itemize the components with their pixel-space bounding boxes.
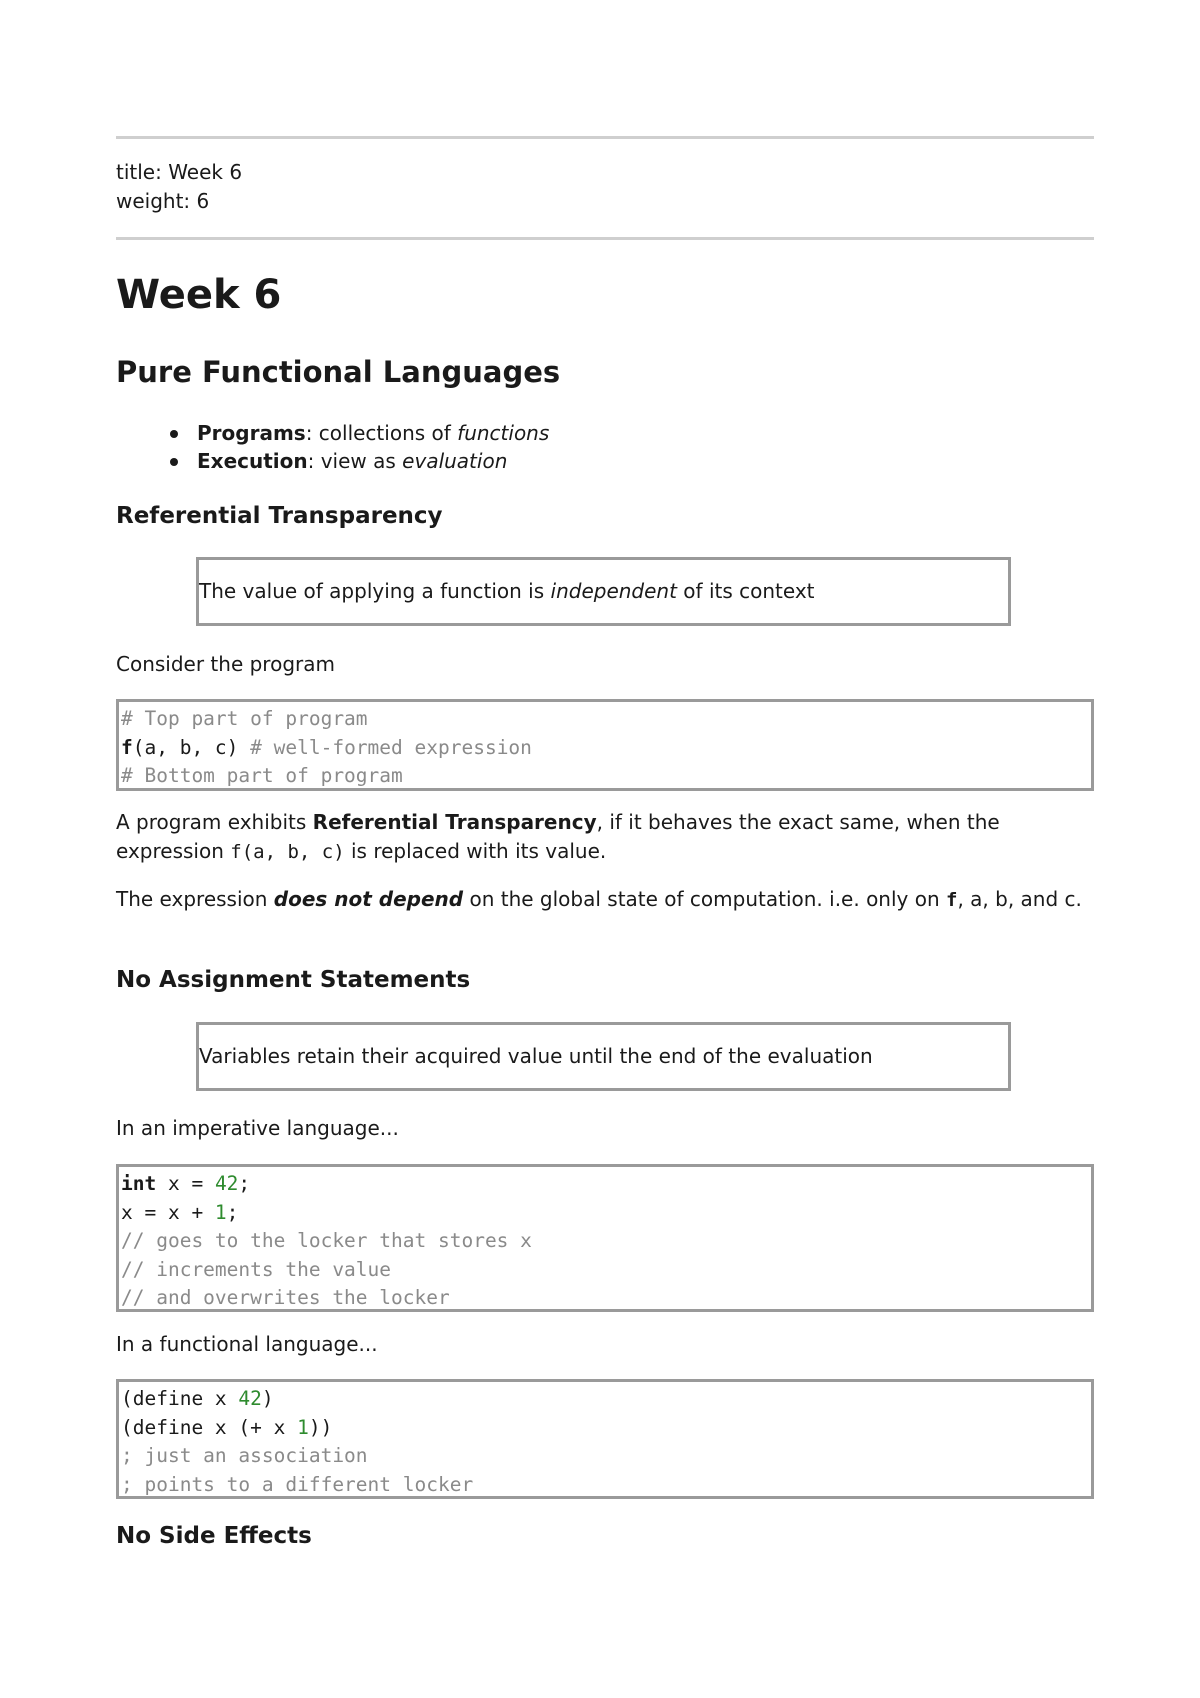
code-line: // and overwrites the locker xyxy=(121,1286,450,1309)
section-title-pure-functional: Pure Functional Languages xyxy=(116,355,561,389)
code-keyword: int xyxy=(121,1172,157,1195)
code-function: f xyxy=(121,735,133,759)
code-line xyxy=(121,1199,1091,1228)
text: The expression xyxy=(116,887,274,911)
text: is replaced with its value. xyxy=(344,839,607,863)
front-matter-title: title: Week 6 xyxy=(116,160,243,184)
text: , if it behaves the exact same, when the expression xyxy=(116,810,1000,863)
bold-term: Referential Transparency xyxy=(312,810,597,834)
inline-code: f xyxy=(946,889,958,911)
code-number: 42 xyxy=(214,1172,239,1195)
code-line: # Bottom part of program xyxy=(121,764,403,787)
code-args: (a, b, c) xyxy=(132,735,251,759)
front-matter-bottom-rule xyxy=(116,237,1094,240)
list-item xyxy=(116,447,549,475)
paragraph-consider: Consider the program xyxy=(116,652,335,676)
quote-emphasis: independent xyxy=(550,579,677,603)
quote-text: The value of applying a function is xyxy=(199,579,551,603)
list-item xyxy=(116,419,549,447)
bullet-term: Programs xyxy=(197,421,306,445)
code-number: 1 xyxy=(297,1415,309,1439)
code-block-functional xyxy=(116,1379,1094,1499)
paragraph-global-state xyxy=(116,885,1094,915)
section-title-referential: Referential Transparency xyxy=(116,503,443,529)
bullet-emphasis: evaluation xyxy=(402,449,508,473)
bullet-term: Execution xyxy=(197,449,308,473)
code-line xyxy=(121,1414,1091,1443)
quote-text: of its context xyxy=(676,579,815,603)
text: on the global state of computation. i.e. only on xyxy=(463,887,946,911)
code-line: ; just an association xyxy=(121,1444,368,1467)
bullet-text: : view as xyxy=(307,449,403,473)
code-line: // increments the value xyxy=(121,1257,392,1281)
code-number: 42 xyxy=(238,1387,262,1410)
code-text: ; xyxy=(238,1172,251,1195)
code-text: (define x xyxy=(121,1387,239,1410)
code-line: ; points to a different locker xyxy=(121,1472,474,1496)
paragraph-imperative-intro: In an imperative language... xyxy=(116,1116,399,1140)
code-text: ; xyxy=(226,1200,239,1224)
code-block-imperative xyxy=(116,1164,1094,1312)
code-text: x = xyxy=(156,1172,215,1195)
front-matter-weight: weight: 6 xyxy=(116,189,210,213)
code-number: 1 xyxy=(214,1200,227,1224)
front-matter-top-rule xyxy=(116,136,1094,139)
paragraph-functional-intro: In a functional language... xyxy=(116,1332,378,1356)
blockquote-assignment: Variables retain their acquired value until the end of the evaluation xyxy=(196,1022,1011,1091)
code-line: # Top part of program xyxy=(121,707,368,730)
code-line xyxy=(121,734,1091,763)
bullet-icon xyxy=(170,458,178,466)
code-text: (define x (+ x xyxy=(121,1415,298,1439)
code-text: ) xyxy=(261,1387,274,1410)
text: , a, b, and c. xyxy=(957,887,1082,911)
code-text: x = x + xyxy=(121,1200,215,1224)
bold-italic-emphasis: does not depend xyxy=(273,887,464,911)
page-title: Week 6 xyxy=(116,272,282,318)
code-comment: # well-formed expression xyxy=(250,735,532,759)
section-title-side-effects: No Side Effects xyxy=(116,1523,312,1549)
code-text: )) xyxy=(308,1415,333,1439)
feature-list xyxy=(116,419,549,475)
inline-code: f(a, b, c) xyxy=(230,841,345,863)
code-line: // goes to the locker that stores x xyxy=(121,1229,532,1252)
bullet-icon xyxy=(170,430,178,438)
bullet-text: : collections of xyxy=(305,421,458,445)
code-line xyxy=(121,1170,1091,1199)
text: A program exhibits xyxy=(116,810,313,834)
bullet-emphasis: functions xyxy=(457,421,550,445)
section-title-assignment: No Assignment Statements xyxy=(116,967,471,993)
blockquote-referential xyxy=(196,557,1011,626)
paragraph-referential-definition xyxy=(116,808,1094,867)
code-line xyxy=(121,1385,1091,1414)
code-block-program xyxy=(116,699,1094,791)
